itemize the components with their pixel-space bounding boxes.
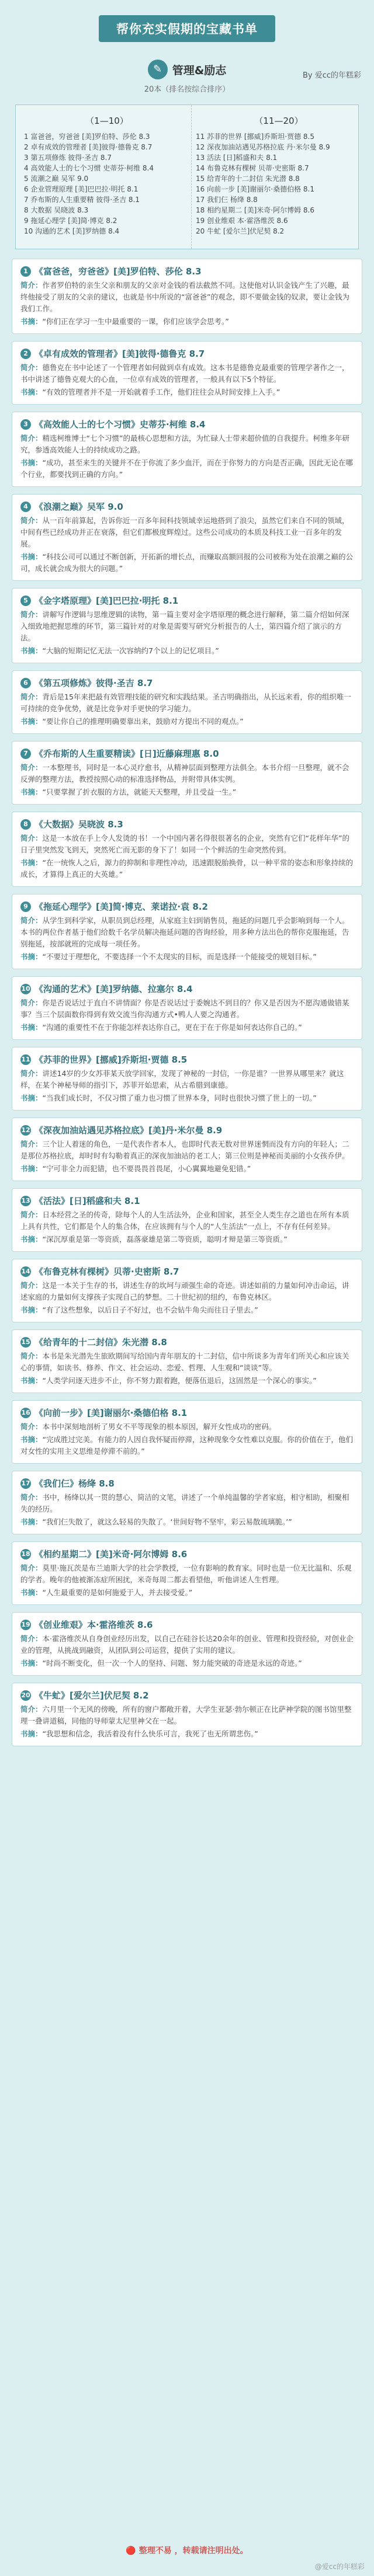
book-quote — [20, 316, 354, 328]
intro-text: 本书中深刻地剖析了男女不平等现象的根本原因，解开女性成功的密码。 — [42, 1422, 276, 1431]
book-title-text: 《布鲁克林有棵树》贝蒂·史密斯 8.7 — [34, 1266, 179, 1277]
intro-text: 从一百年前算起，告诉你近一百多年间科技领域幸运地搭到了浪尖，虽然它们来自不同的领域，中间有些已经成功并正在衰落，但它们都极度辉煌过。这些公司成功的本质及科技工业一百多年的发展。 — [20, 516, 349, 548]
toc-item: 15 给青年的十二封信 朱光潜 8.8 — [196, 175, 300, 183]
book-intro — [20, 1350, 354, 1374]
book-card — [12, 588, 362, 663]
intro-text: 本书是朱光潜先生旅欧期间写给国内青年朋友的十二封信，信中所谈多为青年们所关心和应该关心的事情，如读书、修养、作文、社会运动、恋爱、哲理、人生观和“谈谈”等。 — [20, 1352, 349, 1372]
quote-text: “人生最重要的是如何施爱于人，并去接受爱。” — [42, 1588, 193, 1597]
quote-label: 书摘： — [20, 646, 43, 655]
book-number-badge: 12 — [20, 1125, 31, 1136]
book-card — [12, 670, 362, 734]
quote-label: 书摘： — [20, 1306, 43, 1314]
intro-text: 三个让人着迷的角色，一是代表作者本人，也即时代表无数对世界迷惘而没有方向的年轻人；二是那位苏格拉底，却时时有勾勒着真正的深夜加油站的老工人；第三位则是神秘而美丽的小女孩乔伊。 — [20, 1140, 349, 1160]
book-title-text: 《活法》[日]稻盛和夫 8.1 — [34, 1196, 140, 1206]
book-number-badge: 20 — [20, 1690, 31, 1701]
book-intro — [20, 1139, 354, 1162]
book-number-badge: 16 — [20, 1408, 31, 1418]
book-card — [12, 494, 362, 581]
book-title — [20, 1124, 354, 1136]
section-subtitle: 20本（排名按综合排序） — [144, 85, 230, 94]
book-number-badge: 3 — [20, 419, 31, 430]
intro-label: 简介： — [20, 281, 43, 290]
book-title — [20, 1407, 354, 1419]
toc-left-heading: （1—10） — [85, 116, 129, 126]
book-quote — [20, 457, 354, 481]
book-quote — [20, 645, 354, 657]
book-number-badge: 17 — [20, 1478, 31, 1489]
intro-label: 简介： — [20, 1705, 43, 1714]
toc-item: 18 相约星期二 [美]米奇·阿尔博姆 8.6 — [196, 206, 314, 214]
banner-wrap — [0, 0, 374, 42]
book-title-text: 《卓有成效的管理者》[美]彼得·德鲁克 8.7 — [34, 349, 205, 359]
book-title-text: 《深夜加油站遇见苏格拉底》[美]丹·米尔曼 8.9 — [34, 1125, 223, 1136]
intro-label: 简介： — [20, 363, 43, 372]
book-card — [12, 1683, 362, 1746]
book-title — [20, 1265, 354, 1277]
quote-text: “有了这些想象，以后日子不好过，也不会钻牛角尖而往日子里去。” — [42, 1306, 258, 1314]
book-title-text: 《相约星期二》[美]米奇·阿尔博姆 8.6 — [34, 1549, 188, 1559]
toc-right-column — [196, 114, 362, 236]
quote-label: 书摘： — [20, 458, 43, 467]
book-title-text: 《拖延心理学》[美]简·博克、莱诺拉·袁 8.2 — [34, 901, 208, 912]
intro-text: 作者罗伯特的亲生父亲和朋友的父亲对金钱的看法截然不同。这使他对认识金钱产生了兴趣，最终他接受了朋友的父亲的建议，也就是书中所说的“富爸爸”的观念，即不要做金钱的奴隶，要让金钱为我们工作。 — [20, 281, 349, 313]
toc-item: 3 第五项修炼 彼得·圣吉 8.7 — [24, 154, 112, 162]
book-intro — [20, 1209, 354, 1233]
book-card — [12, 812, 362, 887]
book-quote — [20, 1658, 354, 1669]
quote-label: 书摘： — [20, 552, 43, 561]
book-card — [12, 976, 362, 1040]
quote-label: 书摘： — [20, 1164, 43, 1173]
book-intro — [20, 997, 354, 1021]
book-intro — [20, 1633, 354, 1656]
toc-item: 5 流潮之巅 吴军 9.0 — [24, 175, 89, 183]
book-title-text: 《向前一步》[美]谢丽尔·桑德伯格 8.1 — [34, 1408, 188, 1418]
intro-label: 简介： — [20, 916, 43, 925]
book-quote — [20, 1022, 354, 1033]
quote-label: 书摘： — [20, 1235, 43, 1244]
quote-text: “你们正在学习一生中最重要的一课，你们应该学会思考。” — [42, 317, 229, 326]
toc-item: 11 苏菲的世界 [挪威]乔斯坦·贾德 8.5 — [196, 133, 314, 141]
book-quote — [20, 1304, 354, 1316]
quote-text: “沟通的重要性不在于你能怎样表达你自己，更在于在于你是如何表达你自己的。” — [42, 1023, 302, 1032]
quote-text: “宁可非全力而犯错，也不要畏畏首畏尾，小心翼翼地避免犯错。” — [42, 1164, 251, 1173]
book-title-text: 《高效能人士的七个习惯》史蒂芬·柯维 8.4 — [34, 419, 206, 430]
toc-right-heading: （11—20） — [254, 116, 303, 126]
intro-text: 六月里一个无风的傍晚，所有的窗户都敞开着，大学生亚瑟·勃尔顿正在比萨神学院的图书馆里整理一叠讲道稿，同他的导师蒙太尼里神父在一起。 — [20, 1705, 352, 1725]
book-title — [20, 900, 354, 913]
book-intro — [20, 1704, 354, 1727]
footer-note: 🔴 整理不易 ，转载请注明出处。 — [126, 2546, 248, 2556]
book-title — [20, 500, 354, 513]
book-card — [12, 1329, 362, 1393]
book-card — [12, 1188, 362, 1252]
book-title-text: 《苏菲的世界》[挪威]乔斯坦·贾德 8.5 — [34, 1054, 188, 1065]
book-number-badge: 15 — [20, 1337, 31, 1348]
toc-item: 20 牛虻 [爱尔兰]伏尼契 8.2 — [196, 227, 285, 235]
quote-label: 书摘： — [20, 788, 43, 796]
book-number-badge: 6 — [20, 678, 31, 688]
book-number-badge: 19 — [20, 1620, 31, 1630]
book-intro — [20, 833, 354, 856]
toc-item: 13 活法 [日]稻盛和夫 8.1 — [196, 154, 278, 162]
book-card — [12, 1612, 362, 1676]
book-quote — [20, 1516, 354, 1528]
quote-text: “要让你自己的推理明确要靠出来，鼓励对方提出不同的观点。” — [42, 717, 244, 726]
intro-label: 简介： — [20, 1069, 43, 1078]
intro-text: 这是一本放在手上令人发烫的书！一个中国内著名得很很著名的企业，突然有它们“花样年华”的日子里突然发飞到天，突然死亡而无影的身下了！如同一个个鲜活的生命突然传到。 — [20, 834, 349, 854]
intro-label: 简介： — [20, 1422, 43, 1431]
intro-label: 简介： — [20, 434, 43, 443]
book-card — [12, 894, 362, 969]
book-title — [20, 677, 354, 689]
book-quote — [20, 786, 354, 798]
book-title-text: 《乔布斯的人生重要精读》[日]近藤麻理惠 8.0 — [34, 749, 219, 759]
book-number-badge: 1 — [20, 266, 31, 277]
book-title — [20, 347, 354, 360]
book-card — [12, 1400, 362, 1464]
toc-item: 6 企业管理原理 [美]巴巴拉·明托 8.1 — [24, 185, 138, 193]
intro-label: 简介： — [20, 1634, 43, 1643]
quote-label: 书摘： — [20, 1094, 43, 1102]
toc-item: 7 乔布斯的人生重要精 彼得·圣吉 8.1 — [24, 196, 140, 204]
book-intro — [20, 280, 354, 315]
intro-text: 你是否说话过于直白不讲情面？你是否说话过于委婉达不到目的？你又是否因为不愿沟通做错某事？当三个层面数你得到有效交流当你沟通方式•鸭人人要之沟通者。 — [20, 998, 349, 1019]
intro-text: 从学生到科学家，从职员到总经理，从家庭主妇到销售员，拖延的问题几乎会影响到每一个人。本书的两位作者基于他们给数千名学员解决拖延问题的咨询经验，用多种方法出色的帮你克服拖延，告别拖延，按部就班的完成每一项任务。 — [20, 916, 349, 948]
book-title — [20, 747, 354, 760]
intro-label: 简介： — [20, 1281, 43, 1290]
book-quote — [20, 857, 354, 880]
quote-label: 书摘： — [20, 717, 43, 726]
book-title — [20, 1053, 354, 1066]
book-card — [12, 1259, 362, 1322]
intro-text: 日本经营之圣的传奇，除每个人的人生活法外，企业和国家，甚至全人类生存之道也在所有本质上具有共性，它们都是个人的集合体，在应该拥有与个人的“人生活法”一点上，不存有任何差异。 — [20, 1210, 349, 1231]
book-number-badge: 7 — [20, 749, 31, 759]
quote-text: “人类学问逐天进步不止，你不努力跟着跑，便落伍退后，这固然是一个深心的事实。” — [42, 1376, 317, 1385]
book-card-list — [12, 259, 362, 1746]
quote-text: “只要掌握了折衣服的方法，就能天天整理，并且受益一生。” — [42, 788, 237, 796]
book-quote — [20, 1434, 354, 1457]
intro-label: 简介： — [20, 834, 43, 843]
book-intro — [20, 362, 354, 385]
book-card — [12, 1118, 362, 1181]
toc-divider — [191, 105, 192, 249]
quote-text: “我思想和信念，我活着没有什么快乐可言，我死了也无所谓悲伤。” — [42, 1729, 258, 1738]
book-intro — [20, 1562, 354, 1586]
book-intro — [20, 1068, 354, 1091]
quote-label: 书摘： — [20, 1729, 43, 1738]
toc-item: 17 我们仨 杨绛 8.8 — [196, 196, 258, 204]
intro-text: 讲解写作逻辑与思维逻辑的读物，第一篇主要对金字塔原理的概念进行解释，第二篇介绍如何深入细致地把握思维的环节，第三篇针对的对象是需要写研究分析报告的人士，第四篇介绍了演示的方法。 — [20, 610, 349, 642]
book-number-badge: 13 — [20, 1196, 31, 1206]
book-title — [20, 1336, 354, 1348]
intro-label: 简介： — [20, 516, 43, 525]
book-card — [12, 741, 362, 805]
book-quote — [20, 551, 354, 575]
toc-item: 10 沟通的艺术 [美]罗纳德 8.4 — [24, 227, 120, 235]
toc-item: 14 布鲁克林有棵树 贝蒂·史密斯 8.7 — [196, 164, 309, 172]
book-title-text: 《浪潮之巅》吴军 9.0 — [34, 502, 123, 512]
quote-text: “深沉厚重是第一等资质，磊落豪雄是第二等资质，聪明才辩是第三等资质。” — [42, 1235, 288, 1244]
watermark-credit: @爱cc的年糕彩 — [314, 2563, 365, 2571]
book-quote — [20, 716, 354, 727]
footer — [0, 2544, 374, 2556]
toc-item: 16 向前一步 [美]谢丽尔·桑德伯格 8.1 — [196, 185, 314, 193]
book-number-badge: 11 — [20, 1054, 31, 1065]
toc-item: 12 深夜加油站遇见苏格拉底 丹·米尔曼 8.9 — [196, 143, 330, 151]
toc-item: 1 富爸爸，穷爸爸 [美]罗伯特、莎伦 8.3 — [24, 133, 150, 141]
quote-label: 书摘： — [20, 1023, 43, 1032]
quote-text: “不要过于理想化，不要选择一个不太现实的目标，而是选择一个能接受的规划目标。” — [42, 952, 317, 961]
banner-title: 帮你充实假期的宝藏书单 — [99, 15, 275, 42]
book-intro — [20, 1280, 354, 1303]
book-card — [12, 1541, 362, 1605]
book-title — [20, 1548, 354, 1560]
quote-text: “完成胜过完美。有能力的人因自我怀疑而停滞，这种现象令女性难以克服。你的价值在于，他们对女性的实用主义思维是停滞不前的。” — [20, 1435, 353, 1456]
toc-item: 8 大数据 吴晓波 8.3 — [24, 206, 89, 214]
quote-text: “当我们成长时，不仅习惯了重力也习惯了世界本身，同时也很快习惯了世上的一切。” — [42, 1094, 317, 1102]
book-number-badge: 5 — [20, 596, 31, 606]
quote-label: 书摘： — [20, 952, 43, 961]
book-title-text: 《沟通的艺术》[美]罗纳德、拉塞尔 8.4 — [34, 984, 193, 994]
toc-item: 9 拖延心理学 [美]简·博克 8.2 — [24, 217, 117, 225]
toc-left-list — [24, 131, 190, 236]
toc-left-column — [24, 114, 190, 236]
book-card — [12, 412, 362, 487]
book-card — [12, 1047, 362, 1111]
toc-item: 4 高效能人士的七个习惯 史蒂芬·柯维 8.4 — [24, 164, 154, 172]
book-quote — [20, 387, 354, 398]
book-title-text: 《金字塔原理》[美]巴巴拉·明托 8.1 — [34, 596, 179, 606]
book-quote — [20, 1163, 354, 1175]
book-title-text: 《富爸爸，穷爸爸》[美]罗伯特、莎伦 8.3 — [34, 266, 202, 277]
book-number-badge: 9 — [20, 901, 31, 912]
toc-item: 19 创业维艰 本·霍洛维茨 8.6 — [196, 217, 288, 225]
quote-text: “时尚不断变化，但一次一个人的坚持、问题、努力能突破的奇迹是永远的奇迹。” — [42, 1659, 302, 1668]
intro-text: 精选柯维博士“七个习惯”的最核心思想和方法，为忙碌人士带来超价值的自我提升。柯维多年研究，参透高效能人士的持续成功之路。 — [20, 434, 349, 454]
intro-text: 德鲁克在书中论述了一个管理者如何做到卓有成效。这本书是德鲁克最重要的管理学著作之一，书中讲述了德鲁克观大的心血，一位卓有成效的管理者，一般具有以下5个特征。 — [20, 363, 349, 384]
book-intro — [20, 762, 354, 785]
quote-label: 书摘： — [20, 317, 43, 326]
toc-right-list — [196, 131, 362, 236]
table-of-contents — [15, 105, 359, 249]
quote-label: 书摘： — [20, 858, 43, 867]
book-icon: ✎ — [148, 60, 168, 79]
toc-item: 2 卓有成效的管理者 [美]彼得·德鲁克 8.7 — [24, 143, 153, 151]
quote-label: 书摘： — [20, 1588, 43, 1597]
intro-label: 简介： — [20, 1140, 43, 1148]
book-title — [20, 1689, 354, 1701]
book-quote — [20, 1728, 354, 1740]
book-intro — [20, 433, 354, 456]
intro-text: 背后是15年来把最有效管理技能的研究和实践结果。圣吉明确指出，从长远来看，你的组织唯一可持续的竞争优势，就是比竞争对手更快的学习能力。 — [20, 692, 351, 713]
book-title-text: 《第五项修炼》彼得·圣吉 8.7 — [34, 678, 153, 688]
book-card — [12, 341, 362, 405]
intro-label: 简介： — [20, 763, 43, 772]
book-intro — [20, 1492, 354, 1515]
book-title — [20, 1477, 354, 1489]
quote-text: “大脑的短期记忆无法一次容纳约7个以上的记忆项目。” — [42, 646, 219, 655]
quote-label: 书摘： — [20, 1376, 43, 1385]
book-quote — [20, 1587, 354, 1599]
book-number-badge: 18 — [20, 1549, 31, 1559]
book-title — [20, 265, 354, 277]
book-title — [20, 818, 354, 830]
book-number-badge: 8 — [20, 819, 31, 830]
book-number-badge: 2 — [20, 349, 31, 359]
book-quote — [20, 1234, 354, 1245]
quote-text: “有效的管理者并不是一开始就着手工作，他们往往会从时间安排上入手。” — [42, 388, 280, 396]
book-card — [12, 1471, 362, 1534]
book-quote — [20, 951, 354, 963]
intro-label: 简介： — [20, 610, 43, 619]
quote-label: 书摘： — [20, 388, 43, 396]
quote-label: 书摘： — [20, 1517, 43, 1526]
intro-label: 简介： — [20, 998, 43, 1007]
intro-label: 简介： — [20, 1564, 43, 1572]
book-intro — [20, 609, 354, 644]
intro-text: 一本整理书，同时是一本心灵疗愈书，从精神层面到整理方法俱全。本书介绍一旦整理，就不会反弹的整理方法，教授按照心动的标准选择物品，并附带具体实例。 — [20, 763, 349, 784]
book-title — [20, 983, 354, 995]
book-title — [20, 418, 354, 430]
section-title-row — [148, 60, 227, 79]
quote-label: 书摘： — [20, 1435, 43, 1444]
quote-label: 书摘： — [20, 1659, 43, 1668]
intro-text: 本·霍洛维茨从自身创业经历出发，以自己在硅谷长达20余年的创业、管理和投资经验，对创业企业的管理，从挑战到融资，从团队到公司运营，提供了实用的建议。 — [20, 1634, 354, 1655]
book-title-text: 《牛虻》[爱尔兰]伏尼契 8.2 — [34, 1690, 149, 1701]
quote-text: “科技公司可以通过不断创新，开拓新的增长点，而赚取高额回报的公司被称为处在浪潮之巅的公司，成长就会成为很大的问题。” — [20, 552, 353, 573]
section-title: 管理&励志 — [172, 64, 227, 77]
intro-label: 简介： — [20, 692, 43, 701]
book-number-badge: 14 — [20, 1266, 31, 1277]
book-title — [20, 594, 354, 607]
author-byline: By 爱cc的年糕彩 — [302, 71, 361, 80]
book-quote — [20, 1375, 354, 1387]
book-title — [20, 1618, 354, 1631]
book-title — [20, 1195, 354, 1207]
intro-text: 书中，杨绛以其一贯的慧心、简洁的文笔，讲述了一个单纯温馨的学者家庭，相守相助，相聚相失的经历。 — [20, 1493, 349, 1513]
book-title-text: 《给青年的十二封信》朱光潜 8.8 — [34, 1337, 167, 1348]
intro-label: 简介： — [20, 1493, 43, 1502]
book-intro — [20, 691, 354, 715]
intro-text: 这是一本关于生存的书，讲述生存的坎坷与顽强生命的奇迹。讲述如前的力量如何冲击命运，讲述家庭的力量如何支撑孩子实现自己的梦想。二十世纪初的纽约，布鲁克林区。 — [20, 1281, 349, 1301]
book-title-text: 《大数据》吴晓波 8.3 — [34, 819, 123, 830]
quote-text: “我们仨失散了，就这么轻易的失散了。‘世间好物不坚牢，彩云易散琉璃脆。’” — [42, 1517, 292, 1526]
book-title-text: 《我们仨》杨绛 8.8 — [34, 1478, 115, 1489]
intro-text: 讲述14岁的少女苏菲某天放学回家，发现了神秘的一封信，一你是谁？一世界从哪里来？就这样，在某个神秘导师的指引下，苏菲开始思索，从古希腊到康德。 — [20, 1069, 344, 1089]
quote-text: “成功，甚至来生的关键并不在于你流了多少血汗，而在于你努力的方向是否正确，因此无论在哪个行业，都要找到正确的方向。” — [20, 458, 353, 479]
book-number-badge: 4 — [20, 502, 31, 512]
book-title-text: 《创业维艰》本·霍洛维茨 8.6 — [34, 1620, 153, 1630]
intro-text: 莫里·施瓦茨是布兰迪斯大学的社会学教授，一位有影响的教育家。同时也是一位无比温和、乐观的学者。晚年的他被渐冻症所困扰，米奇每周二都去看望他，听他讲述人生哲理。 — [20, 1564, 352, 1584]
book-number-badge: 10 — [20, 984, 31, 994]
quote-text: “在一统恢人之后，源力的抑制和非理性冲动，迅速跟脱胎换骨，以一种平常的姿态和形象持续的成长，才算得上真正的大英雄。” — [20, 858, 353, 879]
book-intro — [20, 515, 354, 550]
intro-label: 简介： — [20, 1352, 43, 1360]
book-card — [12, 259, 362, 334]
book-quote — [20, 1092, 354, 1104]
intro-label: 简介： — [20, 1210, 43, 1219]
book-intro — [20, 915, 354, 950]
book-intro — [20, 1421, 354, 1433]
